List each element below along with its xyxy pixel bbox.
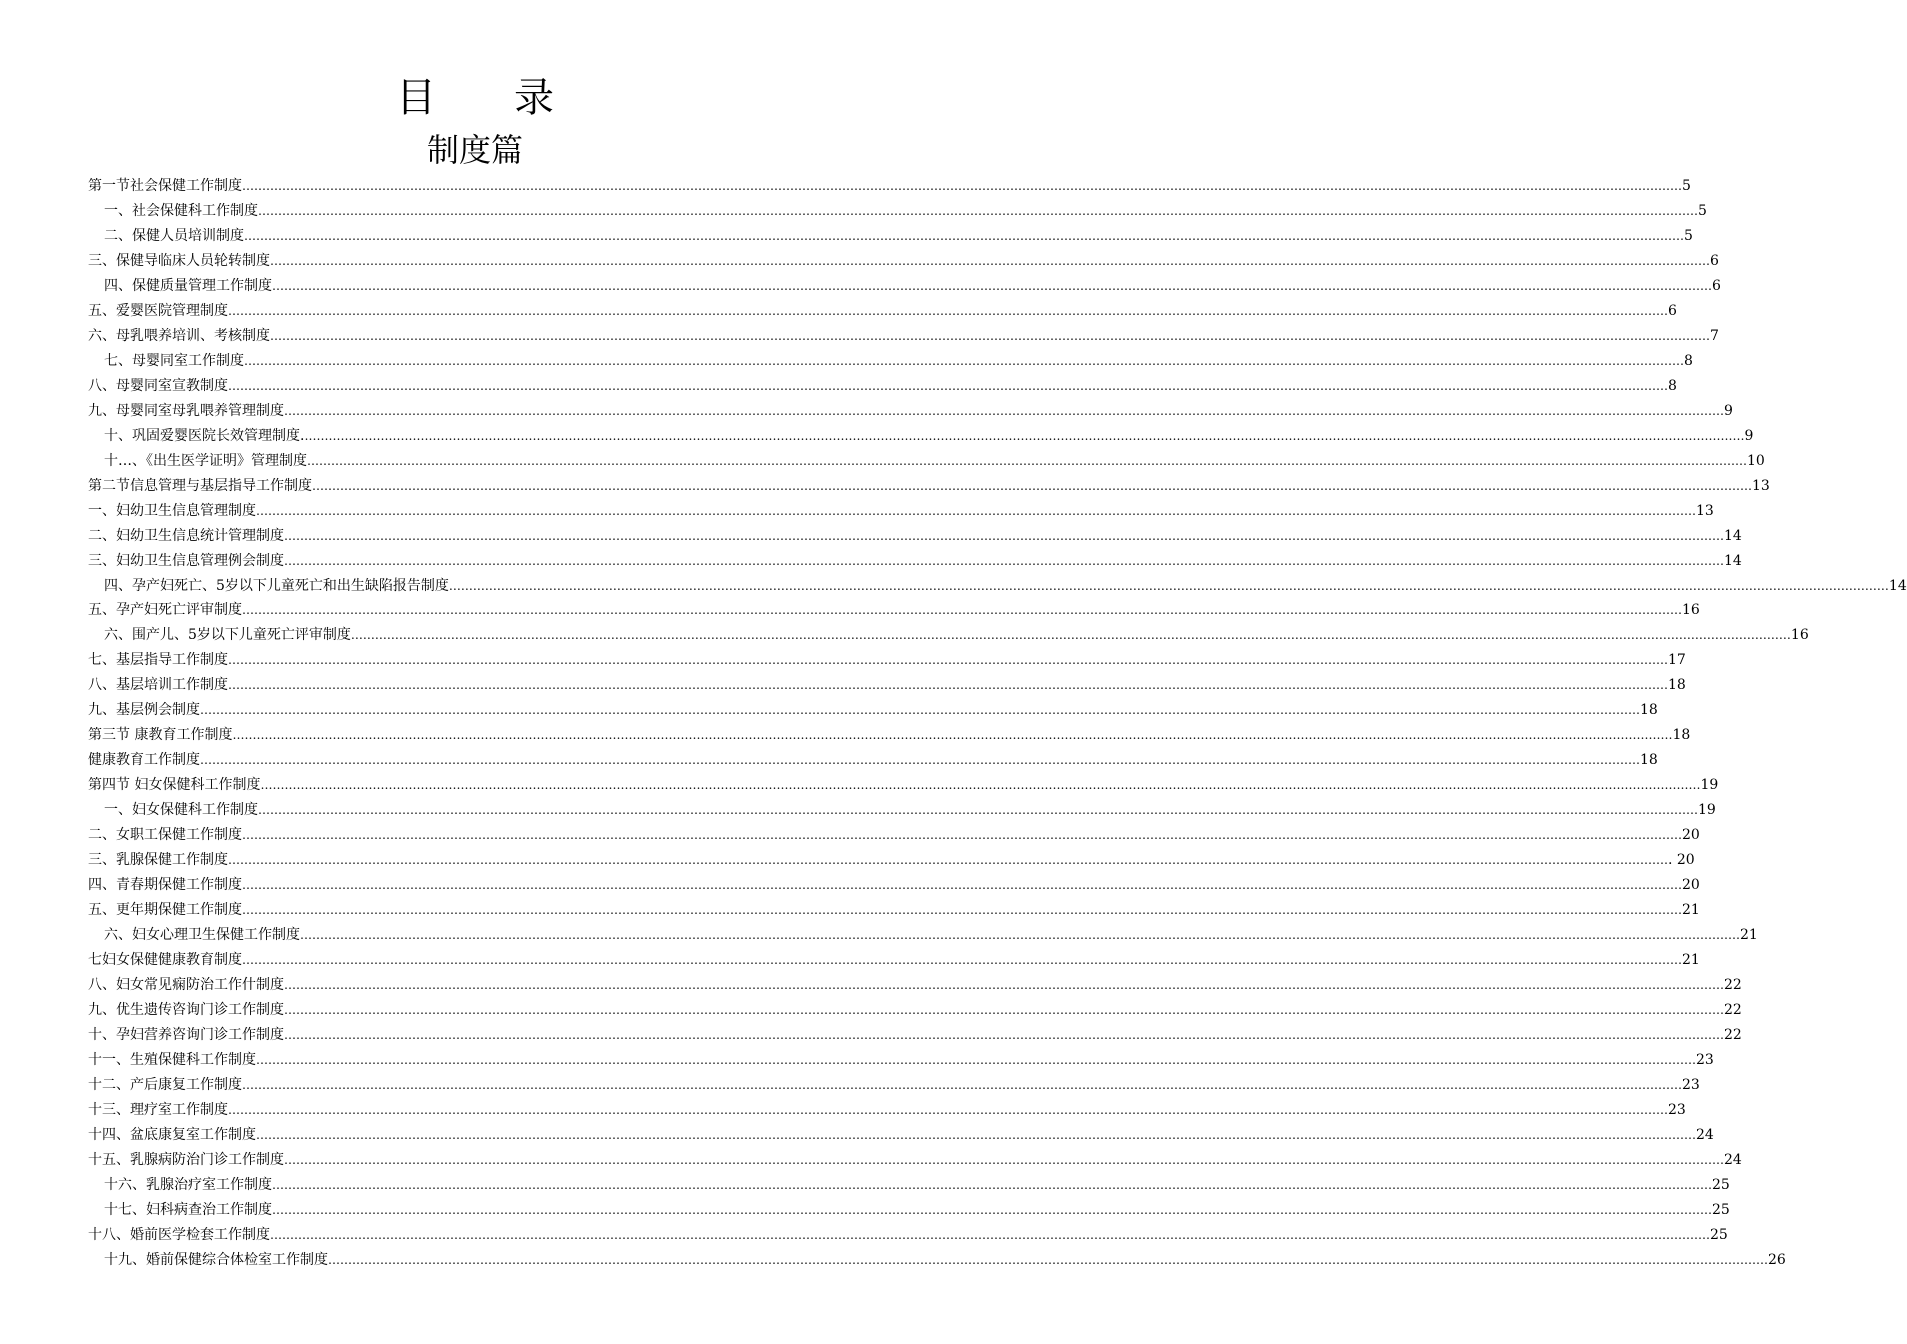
- toc-entry-page-number: 8: [1668, 377, 1677, 394]
- dot-leader: ………………………………………………………………………………………………………………………………………………………………………………………………………………………………………………………………………………………………………………………………: [448, 578, 1889, 593]
- toc-entry-label: 一、妇女保健科工作制度: [104, 802, 258, 819]
- dot-leader: ………………………………………………………………………………………………………………………………………………………………………………………………………………………………………………………………………………………………………………………………: [284, 978, 1724, 993]
- toc-entry[interactable]: [88, 648, 1686, 673]
- toc-entry-page-number: 26: [1768, 1251, 1786, 1268]
- toc-entry[interactable]: [88, 299, 1677, 324]
- toc-entry-label: 二、妇幼卫生信息统计管理制度: [88, 527, 284, 544]
- toc-entry[interactable]: [88, 723, 1691, 748]
- toc-entry-page-number: 24: [1696, 1126, 1714, 1143]
- toc-entry-label: 二、保健人员培训制度: [104, 227, 244, 244]
- toc-entry-label: 六、母乳喂养培训、考核制度: [88, 327, 270, 344]
- toc-entry[interactable]: [88, 973, 1742, 998]
- toc-entry[interactable]: [88, 1098, 1686, 1123]
- toc-entry-page-number: 23: [1682, 1076, 1700, 1093]
- toc-entry[interactable]: [104, 1198, 1730, 1223]
- toc-entry-page-number: 6: [1710, 252, 1719, 269]
- toc-entry-page-number: 18: [1668, 677, 1686, 694]
- toc-title: [0, 70, 950, 126]
- dot-leader: ………………………………………………………………………………………………………………………………………………………………………………………………………………………………………………………………………………………………………………………………: [244, 353, 1684, 368]
- toc-entry-label: 四、保健质量管理工作制度: [104, 277, 272, 294]
- toc-entry[interactable]: [88, 1073, 1700, 1098]
- toc-entry[interactable]: [104, 923, 1758, 948]
- dot-leader: ………………………………………………………………………………………………………………………………………………………………………………………………………………………………………………………………………………………………………………………………: [242, 179, 1682, 193]
- toc-title-char-1: 目: [396, 75, 436, 121]
- dot-leader: ………………………………………………………………………………………………………………………………………………………………………………………………………………………………………………………………………………………………………………………………: [270, 1227, 1710, 1242]
- dot-leader: ………………………………………………………………………………………………………………………………………………………………………………………………………………………………………………………………………………………………………………………………: [242, 828, 1682, 843]
- toc-entry[interactable]: [88, 524, 1742, 549]
- dot-leader: ………………………………………………………………………………………………………………………………………………………………………………………………………………………………………………………………………………………………………………………………: [228, 653, 1668, 668]
- dot-leader: ………………………………………………………………………………………………………………………………………………………………………………………………………………………………………………………………………………………………………………………………: [304, 428, 1745, 443]
- toc-entry-label: 六、妇女心理卫生保健工作制度: [104, 927, 300, 944]
- toc-entry-label: 四、孕产妇死亡、5岁以下儿童死亡和出生缺陷报告制度: [104, 577, 449, 594]
- toc-entry[interactable]: [88, 1223, 1728, 1248]
- toc-entry-label: 七妇女保健健康教育制度: [88, 952, 242, 969]
- toc-entry[interactable]: [88, 1148, 1742, 1173]
- toc-entry[interactable]: [104, 199, 1707, 224]
- dot-leader: ………………………………………………………………………………………………………………………………………………………………………………………………………………………………………………………………………………………………………………………………: [272, 1177, 1712, 1192]
- toc-entry-page-number: 21: [1682, 902, 1700, 919]
- toc-entry-label: 五、更年期保健工作制度: [88, 902, 242, 919]
- toc-entry[interactable]: [104, 449, 1765, 474]
- toc-entry-label: 十九、婚前保健综合体检室工作制度: [104, 1251, 328, 1268]
- toc-entry[interactable]: [88, 823, 1700, 848]
- toc-entry[interactable]: [88, 1123, 1714, 1148]
- toc-entry[interactable]: [104, 274, 1721, 299]
- dot-leader: ………………………………………………………………………………………………………………………………………………………………………………………………………………………………………………………………………………………………………………………………: [260, 778, 1701, 793]
- dot-leader: ………………………………………………………………………………………………………………………………………………………………………………………………………………………………………………………………………………………………………………………………: [350, 628, 1791, 643]
- toc-entry-label: 十八、婚前医学检套工作制度: [88, 1226, 270, 1243]
- toc-entry-page-number: 24: [1724, 1151, 1742, 1168]
- toc-entry[interactable]: [88, 598, 1700, 623]
- toc-entry-page-number: 25: [1712, 1176, 1730, 1193]
- toc-entry-page-number: 18: [1672, 727, 1691, 744]
- dot-leader: ………………………………………………………………………………………………………………………………………………………………………………………………………………………………………………………………………………………………………………………………: [256, 1052, 1696, 1067]
- toc-entry-page-number: 23: [1696, 1051, 1714, 1068]
- dot-leader: ………………………………………………………………………………………………………………………………………………………………………………………………………………………………………………………………………………………………………………………………: [270, 253, 1710, 268]
- toc-entry-label: 八、母婴同室宣教制度: [88, 377, 228, 394]
- toc-entry[interactable]: [104, 349, 1693, 374]
- toc-entry[interactable]: [88, 324, 1719, 349]
- toc-entry-label: 一、妇幼卫生信息管理制度: [88, 502, 256, 519]
- toc-entry-label: 第三节 康教育工作制度: [88, 727, 233, 744]
- toc-entry-page-number: 20: [1682, 877, 1700, 894]
- dot-leader: ………………………………………………………………………………………………………………………………………………………………………………………………………………………………………………………………………………………………………………………………: [242, 878, 1682, 893]
- dot-leader: ………………………………………………………………………………………………………………………………………………………………………………………………………………………………………………………………………………………………………………………………: [232, 728, 1673, 743]
- toc-entry-page-number: 22: [1724, 1002, 1742, 1018]
- toc-entry[interactable]: [104, 1248, 1786, 1273]
- toc-entry-label: 八、基层培训工作制度: [88, 677, 228, 694]
- dot-leader: ………………………………………………………………………………………………………………………………………………………………………………………………………………………………………………………………………………………………………………………………: [242, 1077, 1682, 1092]
- toc-entry-page-number: 17: [1668, 652, 1686, 669]
- toc-entry[interactable]: [88, 174, 1691, 199]
- toc-entry-page-number: 10: [1747, 452, 1765, 469]
- toc-entry[interactable]: [104, 574, 1907, 599]
- toc-entry[interactable]: [88, 998, 1742, 1023]
- dot-leader: ………………………………………………………………………………………………………………………………………………………………………………………………………………………………………………………………………………………………………………………………: [228, 853, 1668, 868]
- toc-entry[interactable]: [88, 773, 1719, 798]
- dot-leader: ………………………………………………………………………………………………………………………………………………………………………………………………………………………………………………………………………………………………………………………………: [272, 278, 1712, 293]
- toc-entry-page-number: 20: [1682, 827, 1700, 844]
- toc-entry[interactable]: [88, 549, 1742, 574]
- toc-entry-label: 二、女职工保健工作制度: [88, 827, 242, 844]
- toc-entry-label: 十一、生殖保健科工作制度: [88, 1051, 256, 1068]
- toc-entry-label: 八、妇女常见痫防治工作什制度: [88, 977, 284, 994]
- toc-entry[interactable]: [104, 623, 1809, 648]
- toc-entry-page-number: . 20: [1668, 852, 1695, 869]
- dot-leader: ………………………………………………………………………………………………………………………………………………………………………………………………………………………………………………………………………………………………………………………………: [200, 703, 1640, 718]
- toc-entry-label: 六、围产儿、5岁以下儿童死亡评审制度: [104, 627, 351, 644]
- toc-entry-page-number: 13: [1696, 502, 1714, 519]
- toc-entry[interactable]: [88, 948, 1700, 973]
- toc-entry-label: 九、优生遗传咨询门诊工作制度: [88, 1002, 284, 1018]
- toc-entry-page-number: 22: [1724, 1026, 1742, 1043]
- dot-leader: ………………………………………………………………………………………………………………………………………………………………………………………………………………………………………………………………………………………………………………………………: [307, 453, 1747, 468]
- dot-leader: ………………………………………………………………………………………………………………………………………………………………………………………………………………………………………………………………………………………………………………………………: [228, 1102, 1668, 1117]
- toc-entry[interactable]: [104, 1173, 1730, 1198]
- toc-entry-page-number: 8: [1684, 352, 1693, 369]
- toc-entry[interactable]: [88, 698, 1658, 723]
- toc-entry-page-number: 16: [1790, 627, 1809, 644]
- toc-entry-page-number: 14: [1888, 577, 1907, 594]
- toc-entry-label: 三、乳腺保健工作制度: [88, 852, 228, 869]
- toc-entry-page-number: 18: [1640, 702, 1658, 719]
- dot-leader: ………………………………………………………………………………………………………………………………………………………………………………………………………………………………………………………………………………………………………………………………: [284, 528, 1724, 543]
- toc-entry[interactable]: [88, 1048, 1714, 1073]
- toc-entry-label: 九、基层例会制度: [88, 702, 200, 719]
- dot-leader: ………………………………………………………………………………………………………………………………………………………………………………………………………………………………………………………………………………………………………………………………: [242, 903, 1682, 918]
- toc-entry[interactable]: [88, 898, 1700, 923]
- toc-entry-label: 十六、乳腺治疗室工作制度: [104, 1176, 272, 1193]
- dot-leader: ………………………………………………………………………………………………………………………………………………………………………………………………………………………………………………………………………………………………………………………………: [228, 678, 1668, 693]
- dot-leader: ………………………………………………………………………………………………………………………………………………………………………………………………………………………………………………………………………………………………………………………………: [258, 803, 1698, 818]
- toc-entry[interactable]: [88, 873, 1700, 898]
- toc-entry-page-number: 25: [1710, 1226, 1728, 1243]
- toc-entry-page-number: 21: [1740, 927, 1758, 944]
- toc-entry-page-number: 5: [1698, 202, 1707, 219]
- toc-entry-label: 三、保健导临床人员轮转制度: [88, 252, 270, 269]
- toc-subtitle: 制度篇: [426, 131, 523, 169]
- toc-entry-label: 十三、理疗室工作制度: [88, 1101, 228, 1118]
- toc-entry-label: 四、青春期保健工作制度: [88, 877, 242, 894]
- toc-entry[interactable]: [88, 249, 1719, 274]
- dot-leader: ………………………………………………………………………………………………………………………………………………………………………………………………………………………………………………………………………………………………………………………………: [242, 603, 1682, 618]
- dot-leader: ………………………………………………………………………………………………………………………………………………………………………………………………………………………………………………………………………………………………………………………………: [256, 503, 1696, 518]
- toc-entry-page-number: 5: [1684, 227, 1693, 244]
- toc-entry[interactable]: [88, 848, 1695, 873]
- dot-leader: ………………………………………………………………………………………………………………………………………………………………………………………………………………………………………………………………………………………………………………………………: [228, 378, 1668, 393]
- toc-entry-page-number: 18: [1640, 752, 1658, 769]
- toc-entry-page-number: 23: [1668, 1101, 1686, 1118]
- toc-entry-page-number: 22: [1724, 977, 1742, 994]
- toc-entry[interactable]: [104, 424, 1754, 449]
- toc-entry-label: 五、爱婴医院管理制度: [88, 302, 228, 319]
- toc-entry-label: 第二节信息管理与基层指导工作制度: [88, 477, 312, 494]
- toc-entry-page-number: 9: [1724, 402, 1733, 419]
- toc-entry-label: 三、妇幼卫生信息管理例会制度: [88, 552, 284, 569]
- toc-entry-label: 十…、《出生医学证明》管理制度: [104, 452, 307, 469]
- toc-entry-page-number: 9: [1744, 427, 1754, 444]
- toc-entry-label: 十、孕妇营养咨询门诊工作制度: [88, 1026, 284, 1043]
- toc-entry-page-number: 14: [1724, 527, 1742, 544]
- toc-entry-page-number: 7: [1710, 327, 1719, 344]
- toc-entry-label: 一、社会保健科工作制度: [104, 202, 258, 219]
- toc-entry-label: 第一节社会保健工作制度: [88, 178, 242, 194]
- toc-entry-page-number: 21: [1682, 952, 1700, 969]
- dot-leader: ………………………………………………………………………………………………………………………………………………………………………………………………………………………………………………………………………………………………………………………………: [256, 1127, 1696, 1142]
- toc-entry-label: 第四节 妇女保健科工作制度: [88, 777, 261, 794]
- toc-entry-page-number: 13: [1752, 477, 1770, 494]
- toc-entry[interactable]: [88, 673, 1686, 698]
- toc-entry-label: 健康教育工作制度: [88, 752, 200, 769]
- toc-entry-label: 九、母婴同室母乳喂养管理制度: [88, 402, 284, 419]
- dot-leader: ………………………………………………………………………………………………………………………………………………………………………………………………………………………………………………………………………………………………………………………………: [284, 1027, 1724, 1042]
- toc-entry-page-number: 6: [1668, 302, 1677, 319]
- toc-entry-label: 七、母婴同室工作制度: [104, 352, 244, 369]
- dot-leader: ………………………………………………………………………………………………………………………………………………………………………………………………………………………………………………………………………………………………………………………………: [328, 1252, 1768, 1267]
- dot-leader: ………………………………………………………………………………………………………………………………………………………………………………………………………………………………………………………………………………………………………………………………: [300, 928, 1740, 943]
- toc-entry[interactable]: [88, 399, 1733, 424]
- dot-leader: ………………………………………………………………………………………………………………………………………………………………………………………………………………………………………………………………………………………………………………………………: [258, 203, 1698, 218]
- toc-entry[interactable]: [88, 748, 1658, 773]
- toc-entry-page-number: 16: [1682, 602, 1700, 619]
- toc-entry-page-number: 19: [1700, 777, 1719, 794]
- toc-entry-label: 十二、产后康复工作制度: [88, 1076, 242, 1093]
- toc-entry[interactable]: [88, 474, 1770, 499]
- toc-entry[interactable]: [88, 1023, 1742, 1048]
- toc-entry-page-number: 14: [1724, 552, 1742, 569]
- toc-entry-label: 十七、妇科病查治工作制度: [104, 1201, 272, 1218]
- toc-entry-label: 十四、盆底康复室工作制度: [88, 1126, 256, 1143]
- dot-leader: ………………………………………………………………………………………………………………………………………………………………………………………………………………………………………………………………………………………………………………………………: [228, 303, 1668, 318]
- toc-entry-label: 七、基层指导工作制度: [88, 652, 228, 669]
- dot-leader: ………………………………………………………………………………………………………………………………………………………………………………………………………………………………………………………………………………………………………………………………: [270, 328, 1710, 343]
- toc-entry[interactable]: [104, 224, 1693, 249]
- dot-leader: ………………………………………………………………………………………………………………………………………………………………………………………………………………………………………………………………………………………………………………………………: [244, 228, 1684, 243]
- toc-entry-page-number: 6: [1712, 277, 1721, 294]
- toc-entry[interactable]: [88, 499, 1714, 524]
- toc-entry-page-number: 25: [1712, 1201, 1730, 1218]
- dot-leader: ………………………………………………………………………………………………………………………………………………………………………………………………………………………………………………………………………………………………………………………………: [312, 478, 1752, 493]
- toc-entry[interactable]: [88, 374, 1677, 399]
- toc-entry-page-number: 5: [1682, 178, 1691, 194]
- toc-entry-page-number: 19: [1698, 802, 1716, 819]
- dot-leader: ………………………………………………………………………………………………………………………………………………………………………………………………………………………………………………………………………………………………………………………………: [284, 1003, 1724, 1017]
- dot-leader: ………………………………………………………………………………………………………………………………………………………………………………………………………………………………………………………………………………………………………………………………: [284, 1152, 1724, 1167]
- dot-leader: ………………………………………………………………………………………………………………………………………………………………………………………………………………………………………………………………………………………………………………………………: [284, 553, 1724, 568]
- dot-leader: ………………………………………………………………………………………………………………………………………………………………………………………………………………………………………………………………………………………………………………………………: [242, 953, 1682, 968]
- toc-title-char-2: 录: [514, 75, 554, 121]
- toc-entry-label: 十、巩固爱婴医院长效管理制度.: [104, 427, 305, 444]
- toc-entry[interactable]: [104, 798, 1716, 823]
- dot-leader: ………………………………………………………………………………………………………………………………………………………………………………………………………………………………………………………………………………………………………………………………: [200, 753, 1640, 768]
- toc-entry-label: 十五、乳腺病防治门诊工作制度: [88, 1151, 284, 1168]
- toc-entry-label: 五、孕产妇死亡评审制度: [88, 602, 242, 619]
- dot-leader: ………………………………………………………………………………………………………………………………………………………………………………………………………………………………………………………………………………………………………………………………: [284, 403, 1724, 418]
- dot-leader: ………………………………………………………………………………………………………………………………………………………………………………………………………………………………………………………………………………………………………………………………: [272, 1202, 1712, 1217]
